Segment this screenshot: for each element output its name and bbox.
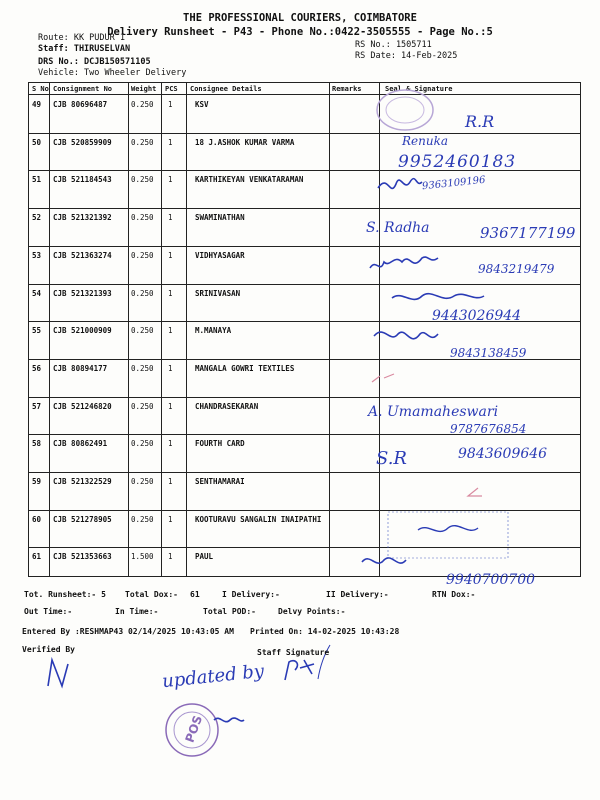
staff-signature	[285, 660, 314, 680]
total-dox-value: 61	[190, 590, 200, 599]
hw-r50a: R.R	[465, 112, 495, 131]
row-sno: 53	[32, 250, 42, 260]
hw-updated: updated by	[161, 660, 266, 693]
hw-r54a: 9443026944	[432, 308, 522, 324]
row-consignment: CJB 521322529	[53, 477, 112, 486]
row-consignee: SRINIVASAN	[195, 288, 241, 298]
row-consignment: CJB 521363274	[53, 250, 112, 260]
row-sno: 58	[32, 439, 42, 449]
hw-r58b: 9843609646	[458, 446, 548, 462]
col-remarks: Remarks	[332, 85, 362, 93]
row-pcs: 1	[168, 552, 173, 562]
printed-on: Printed On: 14-02-2025 10:43:28	[250, 627, 400, 636]
staff-label: Staff: THIRUSELVAN	[38, 44, 131, 54]
stray-mark	[372, 374, 394, 382]
hw-r55a: 9843138459	[450, 346, 527, 360]
signature-60	[418, 526, 478, 532]
out-time: Out Time:-	[24, 607, 73, 616]
hw-r50c: 9952460183	[398, 152, 517, 172]
row-consignee: SENTHAMARAI	[195, 477, 245, 486]
row-consignee: SWAMINATHAN	[195, 213, 245, 223]
row-pcs: 1	[168, 175, 173, 185]
row-consignee: KOOTURAVU SANGALIN INAIPATHI	[195, 514, 322, 524]
row-consignee: FOURTH CARD	[195, 439, 245, 449]
ii-delivery: II Delivery:-	[326, 590, 389, 599]
in-time: In Time:-	[115, 607, 159, 616]
row-weight: 0.250	[131, 288, 154, 298]
total-pod: Total POD:-	[203, 607, 256, 616]
company-title: THE PROFESSIONAL COURIERS, COIMBATORE	[183, 12, 417, 24]
row-weight: 0.250	[131, 363, 154, 373]
row-pcs: 1	[168, 250, 173, 260]
row-weight: 0.250	[131, 250, 154, 260]
hw-r57a: A. Umamaheswari	[368, 404, 499, 420]
row-consignee: CHANDRASEKARAN	[195, 401, 259, 411]
signature-53	[370, 257, 438, 268]
col-consignment: Consignment No	[53, 85, 113, 93]
row-sno: 49	[32, 100, 42, 109]
tamil-stamp	[388, 512, 508, 558]
verified-signature	[48, 660, 68, 686]
row-consignment: CJB 80696487	[53, 100, 108, 109]
row-consignment: CJB 521246820	[53, 401, 112, 411]
verified-by: Verified By	[22, 645, 75, 654]
delvy-points: Delvy Points:-	[278, 607, 346, 616]
row-consignment: CJB 521321393	[53, 288, 112, 298]
stray-mark-2	[468, 488, 482, 496]
row-consignee: M.MANAYA	[195, 326, 232, 336]
signature-54-tamil	[392, 294, 484, 300]
row-consignment: CJB 521321392	[53, 213, 112, 223]
courier-stamp	[377, 90, 433, 130]
rs-number: RS No.: 1505711	[355, 40, 432, 50]
vehicle-label: Vehicle: Two Wheeler Delivery	[38, 68, 187, 78]
tot-runsheet: Tot. Runsheet:- 5	[24, 590, 106, 599]
row-consignment: CJB 520859909	[53, 137, 112, 147]
pos-scribble	[214, 718, 244, 722]
row-sno: 52	[32, 213, 42, 223]
row-consignee: KARTHIKEYAN VENKATARAMAN	[195, 175, 304, 185]
staff-signature-label: Staff Signature	[257, 648, 330, 657]
row-weight: 0.250	[131, 175, 154, 185]
hw-r53a: 9843219479	[478, 262, 555, 276]
row-weight: 0.250	[131, 326, 154, 336]
col-consignee: Consignee Details	[190, 85, 262, 93]
hw-r57b: 9787676854	[450, 422, 527, 436]
row-weight: 0.250	[131, 137, 154, 147]
row-sno: 61	[32, 552, 42, 562]
runsheet-title: Delivery Runsheet - P43 - Phone No.:0422-3505555 - Page No.:5	[107, 26, 493, 38]
signature-55	[374, 332, 438, 339]
signature-61	[362, 558, 406, 563]
row-sno: 59	[32, 477, 42, 486]
hw-r52b: 9367177199	[480, 224, 576, 242]
row-sno: 50	[32, 137, 42, 147]
row-consignment: CJB 521278905	[53, 514, 112, 524]
row-sno: 55	[32, 326, 42, 336]
row-weight: 0.250	[131, 401, 154, 411]
row-pcs: 1	[168, 439, 173, 449]
row-pcs: 1	[168, 100, 173, 109]
i-delivery: I Delivery:-	[222, 590, 280, 599]
col-sno: S No	[32, 85, 49, 93]
row-pcs: 1	[168, 401, 173, 411]
row-sno: 54	[32, 288, 42, 298]
row-sno: 57	[32, 401, 42, 411]
row-consignment: CJB 521353663	[53, 552, 112, 562]
row-pcs: 1	[168, 326, 173, 336]
row-weight: 0.250	[131, 477, 154, 486]
row-consignment: CJB 521184543	[53, 175, 112, 185]
hw-r51a: 9363109196	[421, 174, 487, 193]
row-consignee: 18 J.ASHOK KUMAR VARMA	[195, 137, 295, 147]
row-consignee: VIDHYASAGAR	[195, 250, 245, 260]
hw-r58a: S.R	[376, 448, 407, 469]
row-pcs: 1	[168, 363, 173, 373]
entered-by: Entered By :RESHMAP43 02/14/2025 10:43:05 AM	[22, 627, 234, 636]
hw-r61a: 9940700700	[446, 572, 536, 588]
courier-stamp-inner	[386, 97, 424, 123]
row-consignment: CJB 80894177	[53, 363, 108, 373]
drs-number: DRS No.: DCJB150571105	[38, 57, 151, 67]
hw-r50b: Renuka	[402, 134, 449, 148]
rs-date: RS Date: 14-Feb-2025	[355, 51, 458, 61]
row-weight: 0.250	[131, 514, 154, 524]
row-consignee: KSV	[195, 100, 209, 109]
row-weight: 0.250	[131, 213, 154, 223]
col-pcs: PCS	[165, 85, 178, 93]
row-weight: 0.250	[131, 100, 154, 109]
row-pcs: 1	[168, 477, 173, 486]
hw-r52a: S. Radha	[366, 220, 430, 236]
row-sno: 56	[32, 363, 42, 373]
row-consignment: CJB 80862491	[53, 439, 108, 449]
hw-pos: POS	[182, 713, 206, 745]
rtn-dox: RTN Dox:-	[432, 590, 476, 599]
row-sno: 60	[32, 514, 42, 524]
row-pcs: 1	[168, 213, 173, 223]
row-consignment: CJB 521000909	[53, 326, 112, 336]
row-consignee: MANGALA GOWRI TEXTILES	[195, 363, 295, 373]
route-label: Route: KK PUDUR 1	[38, 33, 125, 43]
col-weight: Weight	[131, 85, 157, 93]
row-pcs: 1	[168, 514, 173, 524]
col-seal-signature: Seal & Signature	[385, 85, 453, 93]
row-weight: 0.250	[131, 439, 154, 449]
row-pcs: 1	[168, 137, 173, 147]
total-dox-label: Total Dox:-	[125, 590, 178, 599]
row-sno: 51	[32, 175, 42, 185]
row-consignee: PAUL	[195, 552, 214, 562]
signature-51	[378, 179, 422, 189]
row-pcs: 1	[168, 288, 173, 298]
row-weight: 1.500	[131, 552, 154, 562]
